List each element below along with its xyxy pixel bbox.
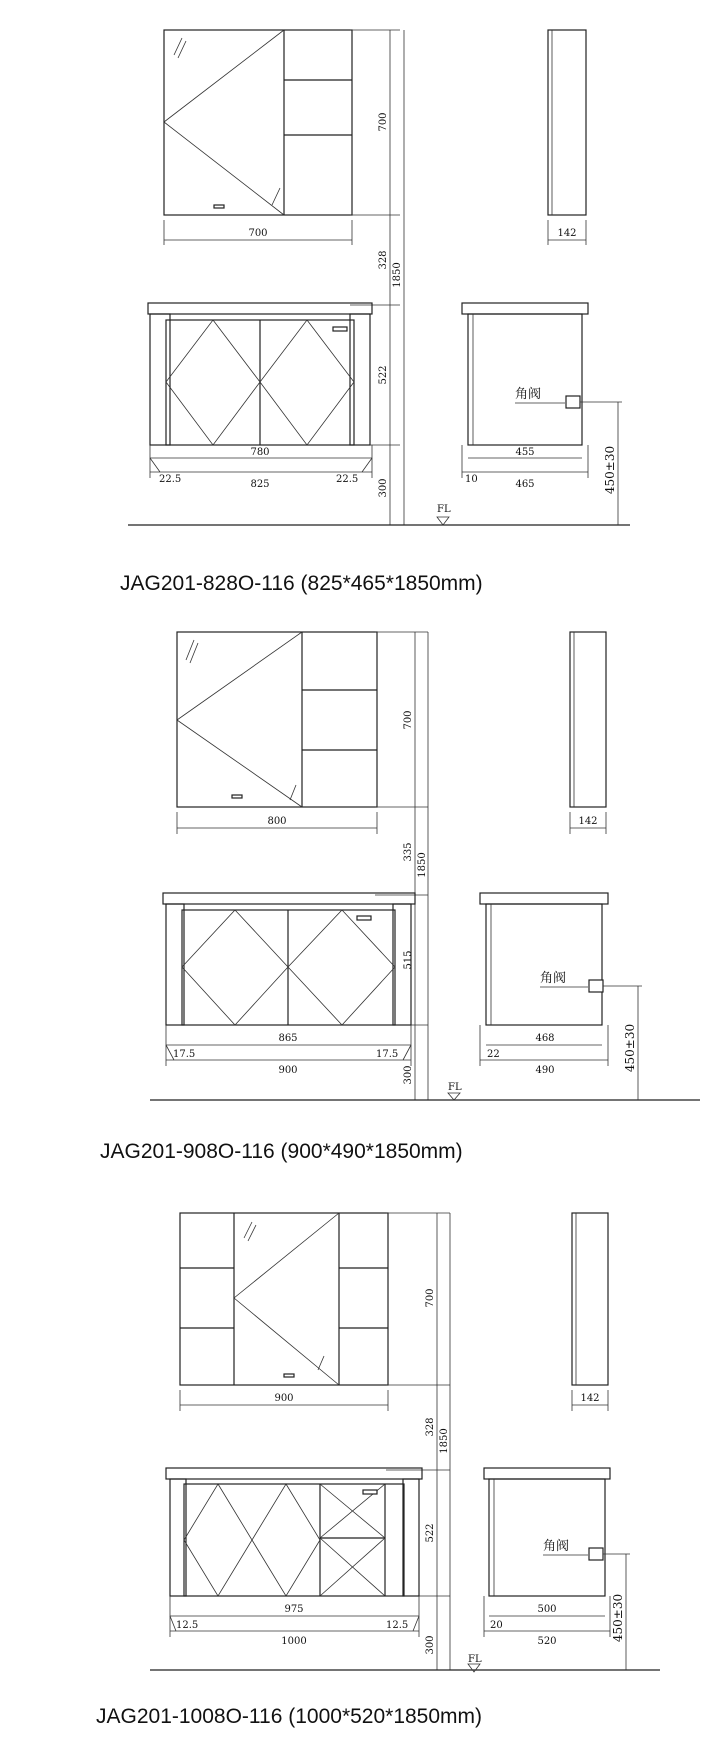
dim-label: 700 [425, 1288, 436, 1308]
vanity-front [148, 303, 372, 445]
floor-line [150, 1654, 660, 1672]
dim-label: 17.5 [376, 1049, 399, 1060]
dim-label: 1850 [439, 1428, 450, 1454]
dim-label: 1850 [392, 262, 403, 288]
dim-label: 490 [535, 1065, 555, 1076]
dim-label: 825 [250, 479, 270, 490]
valve-label: 角阀 [540, 971, 567, 986]
dim-label: 12.5 [176, 1620, 199, 1631]
dim-label: 328 [378, 250, 389, 270]
dim-label: 450±30 [603, 445, 617, 495]
dim-label: 142 [578, 816, 598, 827]
dim-label: 22 [487, 1049, 500, 1060]
dim-label: 465 [515, 479, 535, 490]
dim-label: 522 [378, 365, 389, 385]
dim-vertical-stack [375, 632, 428, 1100]
mirror-cabinet-side [572, 1213, 608, 1411]
dim-label: 455 [515, 447, 535, 458]
variant-1 [120, 30, 630, 595]
dim-label: 975 [284, 1604, 304, 1615]
vanity-side [484, 1468, 630, 1670]
valve-label: 角阀 [543, 1539, 570, 1554]
mirror-cabinet-front [164, 30, 352, 215]
mirror-cabinet-side [548, 30, 586, 245]
valve-label: 角阀 [515, 387, 542, 402]
dim-label: 515 [403, 950, 414, 970]
dim-label: 20 [490, 1620, 503, 1631]
dim-label: 780 [250, 447, 270, 458]
floor-label: FL [437, 504, 451, 515]
floor-label: FL [468, 1654, 482, 1665]
mirror-cabinet-front [177, 632, 377, 807]
variant-3 [96, 1213, 660, 1728]
dim-vertical-stack [350, 30, 404, 525]
dim-label: 142 [557, 228, 577, 239]
vanity-front [166, 1468, 422, 1596]
vanity-side [462, 303, 622, 525]
dim-label: 335 [403, 842, 414, 862]
dim-label: 700 [403, 710, 414, 730]
dim-label: 1850 [417, 852, 428, 878]
dim-label: 468 [535, 1033, 555, 1044]
dim-label: 300 [425, 1635, 436, 1655]
dim-label: 900 [278, 1065, 298, 1076]
mirror-cabinet-side [570, 632, 606, 834]
dim-label: 300 [378, 478, 389, 498]
variant-caption: JAG201-1008O-116 (1000*520*1850mm) [96, 1705, 483, 1728]
dim-label: 10 [465, 474, 478, 485]
mirror-cabinet-front [180, 1213, 388, 1385]
variant-caption: JAG201-828O-116 (825*465*1850mm) [120, 572, 483, 595]
dim-label: 900 [274, 1393, 294, 1404]
dim-label: 700 [248, 228, 268, 239]
floor-line [128, 504, 630, 525]
dim-label: 520 [537, 1636, 557, 1647]
dim-label: 328 [425, 1417, 436, 1437]
angle-valve-icon [589, 980, 603, 992]
vanity-front [163, 893, 415, 1025]
dim-mirror-width [177, 812, 377, 834]
dim-label: 865 [278, 1033, 298, 1044]
dim-label: 700 [378, 112, 389, 132]
dim-label: 12.5 [386, 1620, 409, 1631]
dim-label: 1000 [281, 1636, 307, 1647]
dim-vanity-width [166, 1025, 411, 1076]
dim-vertical-stack [386, 1213, 450, 1670]
dim-label: 522 [425, 1523, 436, 1543]
dim-label: 142 [580, 1393, 600, 1404]
variant-2 [100, 632, 700, 1163]
dim-mirror-width [180, 1390, 388, 1411]
dim-label: 500 [537, 1604, 557, 1615]
dim-vanity-width [150, 445, 372, 490]
dim-label: 22.5 [159, 474, 182, 485]
angle-valve-icon [566, 396, 580, 408]
dim-label: 450±30 [611, 1593, 625, 1643]
floor-label: FL [448, 1082, 462, 1093]
dim-mirror-width [164, 220, 352, 245]
dim-label: 22.5 [336, 474, 359, 485]
dim-vanity-width [170, 1596, 419, 1647]
dim-label: 17.5 [173, 1049, 196, 1060]
angle-valve-icon [589, 1548, 603, 1560]
dim-label: 800 [267, 816, 287, 827]
dim-label: 450±30 [623, 1023, 637, 1073]
variant-caption: JAG201-908O-116 (900*490*1850mm) [100, 1140, 463, 1163]
floor-line [150, 1082, 700, 1100]
dim-label: 300 [403, 1065, 414, 1085]
vanity-side [480, 893, 642, 1100]
